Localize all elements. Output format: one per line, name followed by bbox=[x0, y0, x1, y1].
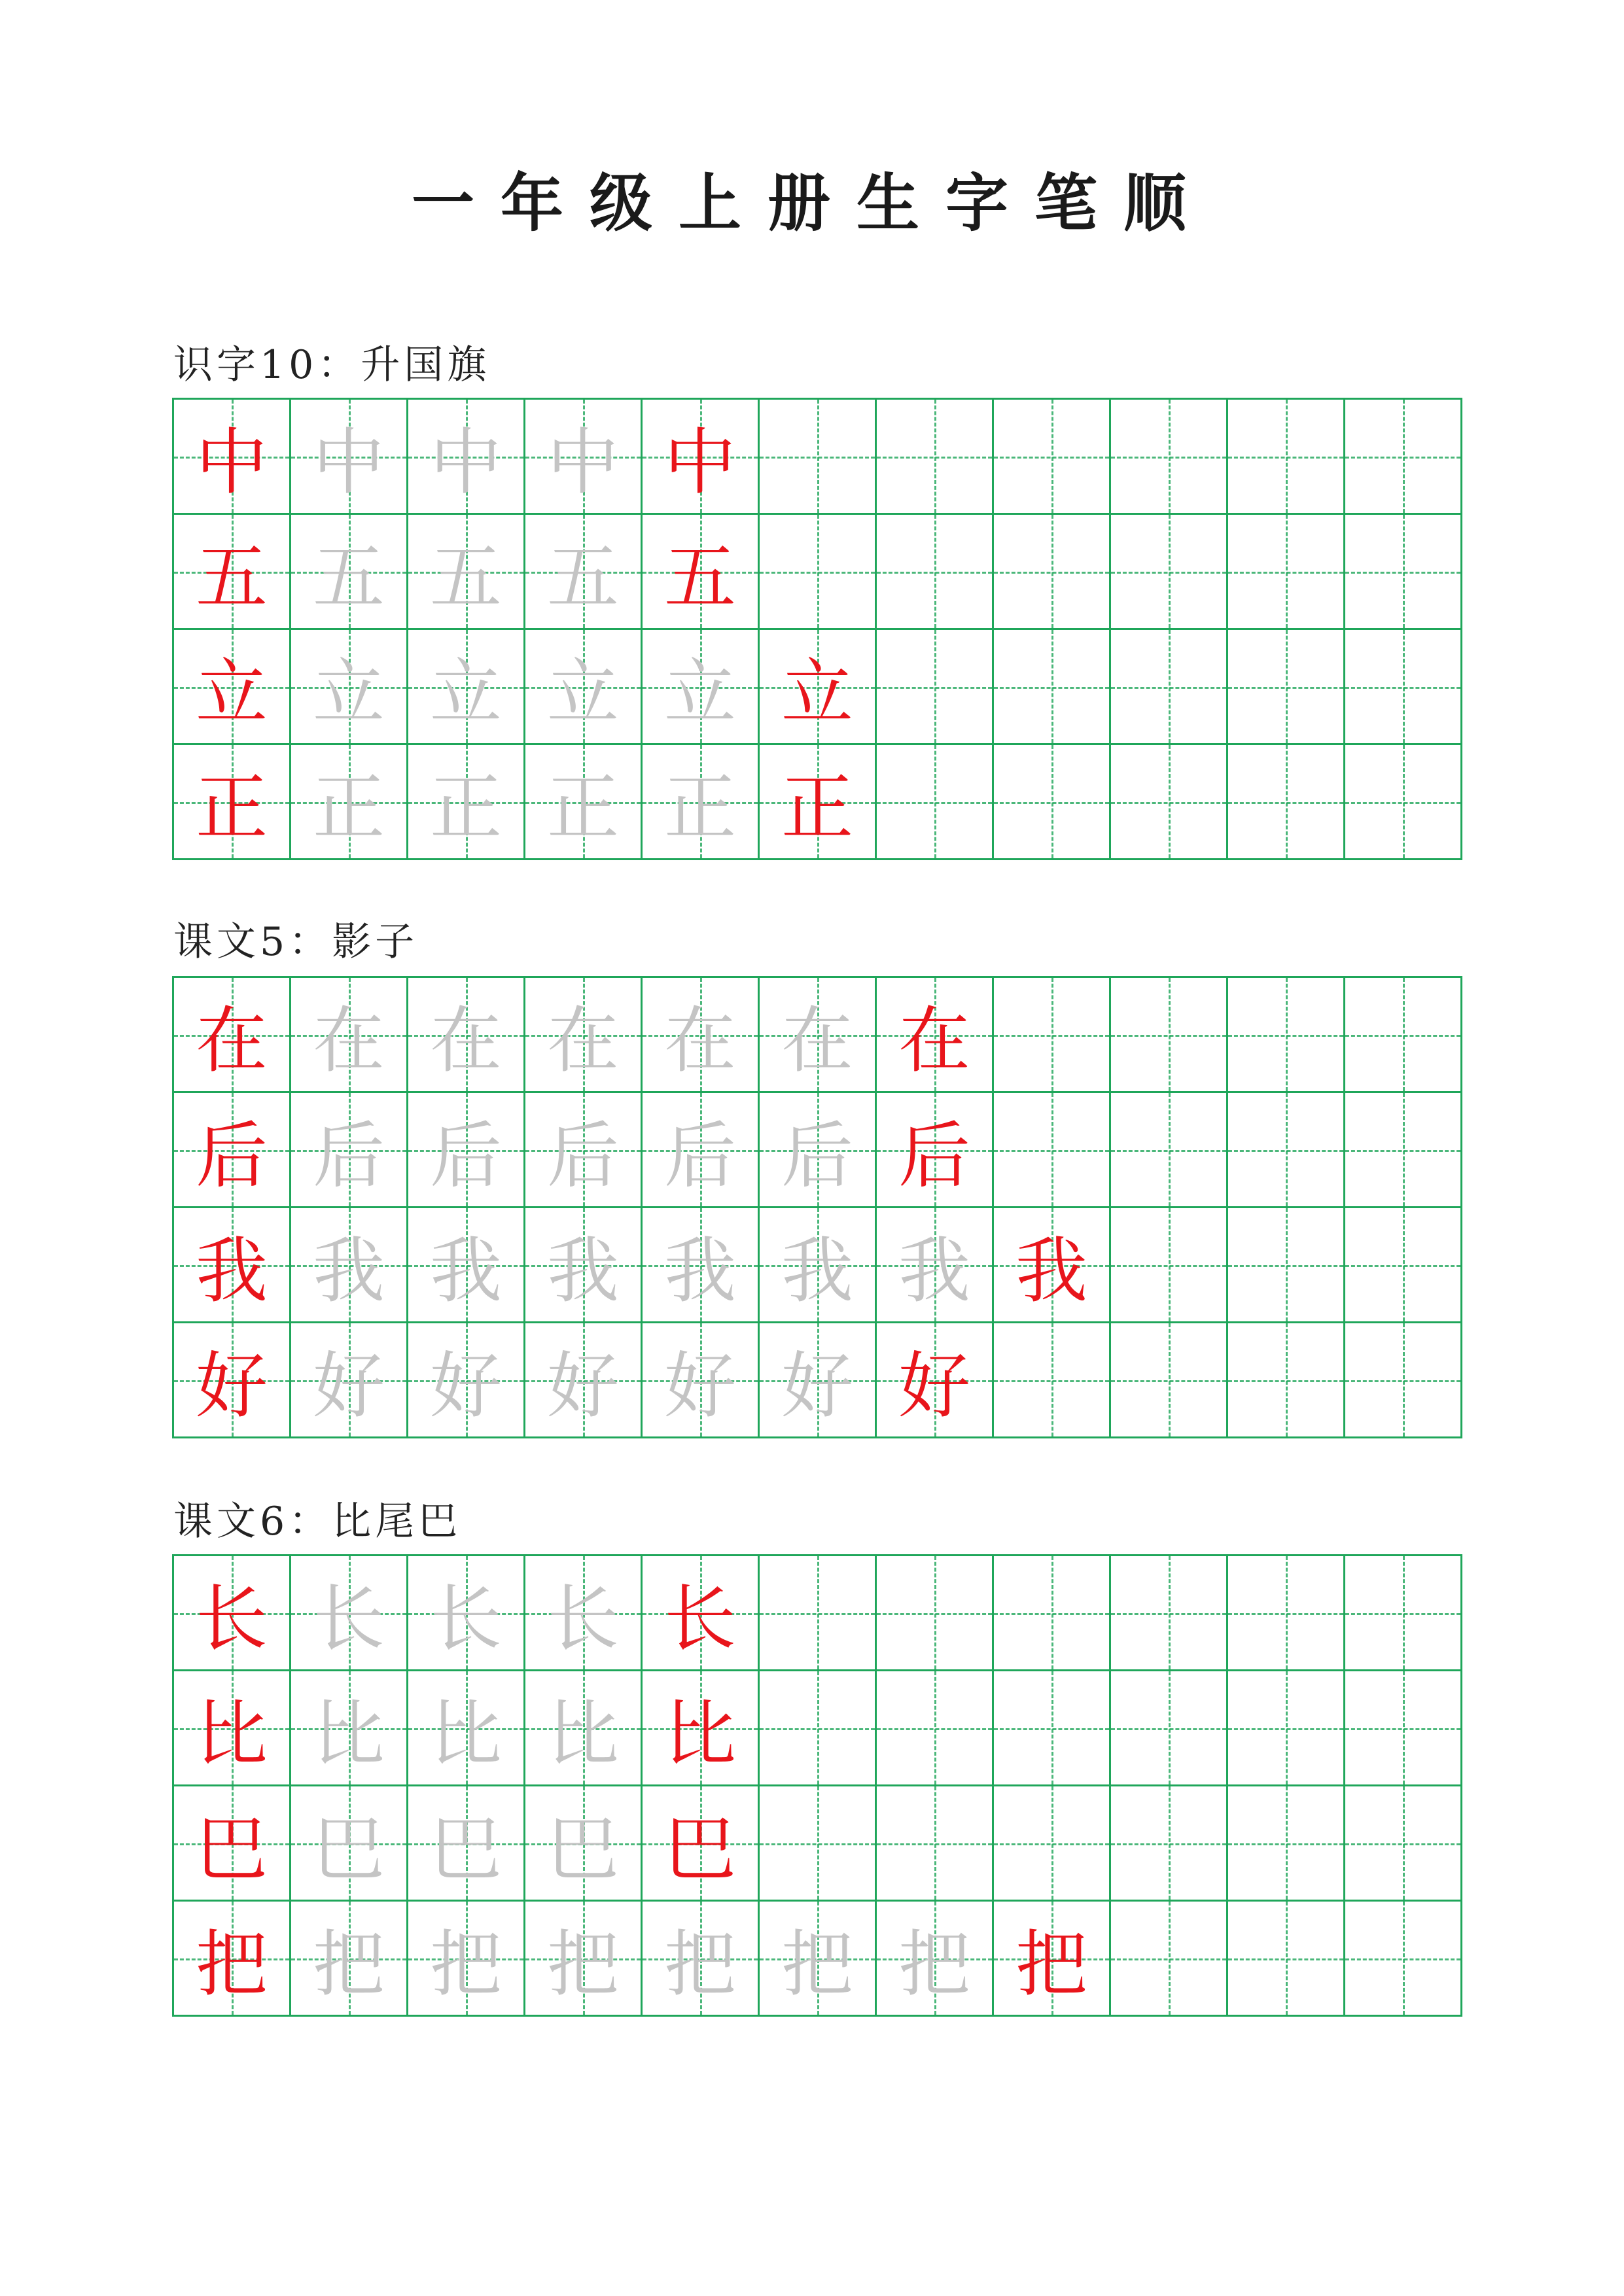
practice-cell bbox=[760, 400, 877, 515]
practice-cell bbox=[1228, 400, 1345, 515]
practice-cell bbox=[1345, 630, 1462, 745]
writing-grid bbox=[172, 1554, 1462, 2017]
stroke-step-cell bbox=[525, 630, 643, 745]
stroke-step-cell bbox=[525, 1786, 643, 1902]
stroke-step-cell bbox=[643, 630, 760, 745]
practice-cell bbox=[1111, 1786, 1228, 1902]
practice-cell bbox=[1345, 400, 1462, 515]
practice-cell bbox=[1228, 745, 1345, 860]
stroke-step-cell bbox=[408, 1093, 525, 1208]
practice-cell bbox=[1345, 978, 1462, 1093]
stroke-step-cell bbox=[643, 515, 760, 630]
practice-cell bbox=[1228, 630, 1345, 745]
stroke-step: 我 bbox=[898, 1228, 970, 1313]
section-label: 课文6：比尾巴 bbox=[173, 1499, 462, 1544]
stroke-step-cell bbox=[408, 1902, 525, 2017]
practice-cell bbox=[994, 1671, 1111, 1786]
practice-cell bbox=[1345, 745, 1462, 860]
stroke-step: 长 bbox=[664, 1576, 736, 1661]
stroke-step-cell bbox=[525, 1556, 643, 1671]
stroke-step: 把 bbox=[430, 1922, 502, 2006]
stroke-step-cell bbox=[877, 1902, 994, 2017]
stroke-step-cell bbox=[408, 745, 525, 860]
stroke-step: 正 bbox=[664, 765, 736, 850]
stroke-step-cell bbox=[994, 1902, 1111, 2017]
practice-cell bbox=[760, 515, 877, 630]
practice-cell bbox=[1228, 1323, 1345, 1438]
practice-cell bbox=[994, 1556, 1111, 1671]
stroke-step-cell bbox=[877, 1093, 994, 1208]
stroke-step-cell bbox=[291, 1093, 408, 1208]
stroke-step-cell bbox=[760, 630, 877, 745]
practice-cell bbox=[1228, 1556, 1345, 1671]
model-character: 五 bbox=[196, 535, 268, 619]
model-character-cell bbox=[174, 630, 291, 745]
stroke-step-cell bbox=[525, 515, 643, 630]
stroke-step: 好 bbox=[781, 1344, 853, 1428]
stroke-step-cell bbox=[643, 1671, 760, 1786]
stroke-step: 立 bbox=[547, 650, 619, 735]
practice-cell bbox=[1228, 978, 1345, 1093]
stroke-step-cell bbox=[643, 745, 760, 860]
practice-cell bbox=[994, 745, 1111, 860]
practice-cell bbox=[1111, 1556, 1228, 1671]
writing-grid bbox=[172, 976, 1462, 1438]
stroke-step: 长 bbox=[547, 1576, 619, 1661]
stroke-step-cell bbox=[877, 1208, 994, 1323]
stroke-step: 在 bbox=[664, 998, 736, 1083]
practice-cell bbox=[760, 1671, 877, 1786]
practice-cell bbox=[994, 1093, 1111, 1208]
stroke-step: 把 bbox=[1015, 1922, 1087, 2006]
stroke-step-cell bbox=[643, 978, 760, 1093]
practice-cell bbox=[1111, 978, 1228, 1093]
model-character-cell bbox=[174, 1208, 291, 1323]
model-character-cell bbox=[174, 745, 291, 860]
stroke-step: 好 bbox=[664, 1344, 736, 1428]
practice-cell bbox=[1345, 1786, 1462, 1902]
stroke-step: 五 bbox=[664, 535, 736, 619]
practice-cell bbox=[1111, 1902, 1228, 2017]
stroke-step-cell bbox=[760, 745, 877, 860]
practice-cell bbox=[877, 1786, 994, 1902]
model-character: 后 bbox=[196, 1113, 268, 1198]
model-character: 比 bbox=[196, 1692, 268, 1776]
model-character-cell bbox=[174, 1556, 291, 1671]
practice-cell bbox=[1345, 1902, 1462, 2017]
practice-cell bbox=[1111, 400, 1228, 515]
stroke-step: 比 bbox=[547, 1692, 619, 1776]
practice-cell bbox=[877, 515, 994, 630]
practice-cell bbox=[1345, 1671, 1462, 1786]
stroke-step: 中 bbox=[547, 420, 619, 504]
stroke-step: 正 bbox=[430, 765, 502, 850]
section-label: 课文5：影子 bbox=[173, 919, 419, 965]
stroke-step: 比 bbox=[664, 1692, 736, 1776]
stroke-step-cell bbox=[643, 1556, 760, 1671]
stroke-step-cell bbox=[643, 1786, 760, 1902]
stroke-step-cell bbox=[408, 1208, 525, 1323]
practice-cell bbox=[760, 1786, 877, 1902]
practice-cell bbox=[1345, 1556, 1462, 1671]
practice-cell bbox=[1228, 1786, 1345, 1902]
stroke-step-cell bbox=[643, 1093, 760, 1208]
stroke-step-cell bbox=[291, 1323, 408, 1438]
stroke-step: 在 bbox=[547, 998, 619, 1083]
practice-cell bbox=[1111, 515, 1228, 630]
practice-cell bbox=[1111, 1208, 1228, 1323]
model-character: 正 bbox=[196, 765, 268, 850]
stroke-step: 巴 bbox=[547, 1807, 619, 1891]
practice-cell bbox=[1111, 745, 1228, 860]
stroke-step: 后 bbox=[664, 1113, 736, 1198]
stroke-step-cell bbox=[760, 1093, 877, 1208]
stroke-step: 长 bbox=[313, 1576, 385, 1661]
practice-cell bbox=[994, 978, 1111, 1093]
practice-cell bbox=[994, 515, 1111, 630]
stroke-step-cell bbox=[525, 745, 643, 860]
stroke-step: 好 bbox=[430, 1344, 502, 1428]
stroke-step-cell bbox=[877, 978, 994, 1093]
stroke-step-cell bbox=[408, 630, 525, 745]
stroke-step: 中 bbox=[664, 420, 736, 504]
stroke-step: 后 bbox=[430, 1113, 502, 1198]
stroke-step: 五 bbox=[547, 535, 619, 619]
stroke-step-cell bbox=[760, 1323, 877, 1438]
stroke-step: 把 bbox=[781, 1922, 853, 2006]
practice-cell bbox=[1345, 1208, 1462, 1323]
stroke-step-cell bbox=[291, 515, 408, 630]
stroke-step: 立 bbox=[430, 650, 502, 735]
practice-cell bbox=[877, 1671, 994, 1786]
stroke-step-cell bbox=[643, 400, 760, 515]
stroke-step-cell bbox=[525, 1323, 643, 1438]
stroke-step-cell bbox=[291, 1786, 408, 1902]
stroke-step: 五 bbox=[313, 535, 385, 619]
stroke-step: 后 bbox=[781, 1113, 853, 1198]
section-label: 识字10：升国旗 bbox=[173, 342, 491, 388]
model-character: 巴 bbox=[196, 1807, 268, 1891]
model-character-cell bbox=[174, 1093, 291, 1208]
practice-cell bbox=[1228, 515, 1345, 630]
model-character: 在 bbox=[196, 998, 268, 1083]
stroke-step-cell bbox=[525, 1208, 643, 1323]
stroke-step: 我 bbox=[430, 1228, 502, 1313]
model-character: 中 bbox=[196, 420, 268, 504]
model-character-cell bbox=[174, 978, 291, 1093]
stroke-step-cell bbox=[525, 1671, 643, 1786]
stroke-step-cell bbox=[994, 1208, 1111, 1323]
stroke-step-cell bbox=[525, 400, 643, 515]
practice-cell bbox=[877, 1556, 994, 1671]
stroke-step-cell bbox=[291, 978, 408, 1093]
stroke-step-cell bbox=[291, 1902, 408, 2017]
stroke-step: 中 bbox=[430, 420, 502, 504]
stroke-step-cell bbox=[408, 978, 525, 1093]
stroke-step: 立 bbox=[781, 650, 853, 735]
practice-cell bbox=[877, 630, 994, 745]
stroke-step: 把 bbox=[313, 1922, 385, 2006]
stroke-step: 好 bbox=[898, 1344, 970, 1428]
practice-cell bbox=[994, 630, 1111, 745]
practice-cell bbox=[994, 1786, 1111, 1902]
stroke-step: 巴 bbox=[430, 1807, 502, 1891]
model-character-cell bbox=[174, 1786, 291, 1902]
practice-cell bbox=[994, 400, 1111, 515]
stroke-step: 在 bbox=[898, 998, 970, 1083]
stroke-step: 长 bbox=[430, 1576, 502, 1661]
stroke-step: 好 bbox=[547, 1344, 619, 1428]
stroke-step-cell bbox=[643, 1208, 760, 1323]
stroke-step: 正 bbox=[547, 765, 619, 850]
practice-cell bbox=[1111, 630, 1228, 745]
model-character: 把 bbox=[196, 1922, 268, 2006]
stroke-step: 好 bbox=[313, 1344, 385, 1428]
stroke-step: 正 bbox=[781, 765, 853, 850]
stroke-step: 比 bbox=[430, 1692, 502, 1776]
stroke-step: 比 bbox=[313, 1692, 385, 1776]
stroke-step-cell bbox=[877, 1323, 994, 1438]
stroke-step: 把 bbox=[898, 1922, 970, 2006]
model-character: 我 bbox=[196, 1228, 268, 1313]
stroke-step-cell bbox=[408, 1671, 525, 1786]
stroke-step: 把 bbox=[547, 1922, 619, 2006]
writing-grid bbox=[172, 398, 1462, 860]
stroke-step: 后 bbox=[547, 1113, 619, 1198]
practice-cell bbox=[1228, 1208, 1345, 1323]
practice-cell bbox=[760, 1556, 877, 1671]
stroke-step-cell bbox=[643, 1323, 760, 1438]
model-character: 立 bbox=[196, 650, 268, 735]
stroke-step: 在 bbox=[781, 998, 853, 1083]
practice-cell bbox=[1345, 1093, 1462, 1208]
stroke-step-cell bbox=[291, 1556, 408, 1671]
stroke-step-cell bbox=[760, 978, 877, 1093]
stroke-step: 后 bbox=[313, 1113, 385, 1198]
stroke-step-cell bbox=[643, 1902, 760, 2017]
model-character-cell bbox=[174, 1323, 291, 1438]
practice-cell bbox=[1345, 1323, 1462, 1438]
practice-cell bbox=[1111, 1323, 1228, 1438]
model-character-cell bbox=[174, 1902, 291, 2017]
practice-cell bbox=[877, 745, 994, 860]
stroke-step: 我 bbox=[313, 1228, 385, 1313]
practice-cell bbox=[877, 400, 994, 515]
practice-cell bbox=[1111, 1093, 1228, 1208]
stroke-step-cell bbox=[291, 630, 408, 745]
stroke-step-cell bbox=[408, 515, 525, 630]
stroke-step-cell bbox=[760, 1208, 877, 1323]
practice-cell bbox=[1345, 515, 1462, 630]
practice-cell bbox=[1228, 1093, 1345, 1208]
stroke-step-cell bbox=[525, 1902, 643, 2017]
model-character-cell bbox=[174, 400, 291, 515]
stroke-step-cell bbox=[525, 978, 643, 1093]
stroke-step-cell bbox=[408, 400, 525, 515]
stroke-step-cell bbox=[291, 400, 408, 515]
stroke-step: 巴 bbox=[664, 1807, 736, 1891]
stroke-step: 立 bbox=[664, 650, 736, 735]
model-character: 好 bbox=[196, 1344, 268, 1428]
stroke-step: 立 bbox=[313, 650, 385, 735]
stroke-step-cell bbox=[291, 1208, 408, 1323]
stroke-step-cell bbox=[291, 745, 408, 860]
stroke-step-cell bbox=[408, 1556, 525, 1671]
stroke-step: 在 bbox=[430, 998, 502, 1083]
stroke-step: 我 bbox=[781, 1228, 853, 1313]
practice-cell bbox=[994, 1323, 1111, 1438]
practice-cell bbox=[1228, 1671, 1345, 1786]
model-character-cell bbox=[174, 1671, 291, 1786]
stroke-step: 后 bbox=[898, 1113, 970, 1198]
stroke-step-cell bbox=[408, 1323, 525, 1438]
stroke-step: 我 bbox=[1015, 1228, 1087, 1313]
stroke-step-cell bbox=[408, 1786, 525, 1902]
practice-cell bbox=[1228, 1902, 1345, 2017]
model-character: 长 bbox=[196, 1576, 268, 1661]
stroke-step-cell bbox=[760, 1902, 877, 2017]
stroke-step: 巴 bbox=[313, 1807, 385, 1891]
model-character-cell bbox=[174, 515, 291, 630]
stroke-step: 正 bbox=[313, 765, 385, 850]
stroke-step: 把 bbox=[664, 1922, 736, 2006]
stroke-step: 我 bbox=[547, 1228, 619, 1313]
stroke-step: 中 bbox=[313, 420, 385, 504]
stroke-step: 五 bbox=[430, 535, 502, 619]
stroke-step: 在 bbox=[313, 998, 385, 1083]
stroke-step: 我 bbox=[664, 1228, 736, 1313]
practice-cell bbox=[1111, 1671, 1228, 1786]
page-title: 一年级上册生字笔顺 bbox=[412, 166, 1212, 240]
stroke-step-cell bbox=[525, 1093, 643, 1208]
stroke-step-cell bbox=[291, 1671, 408, 1786]
